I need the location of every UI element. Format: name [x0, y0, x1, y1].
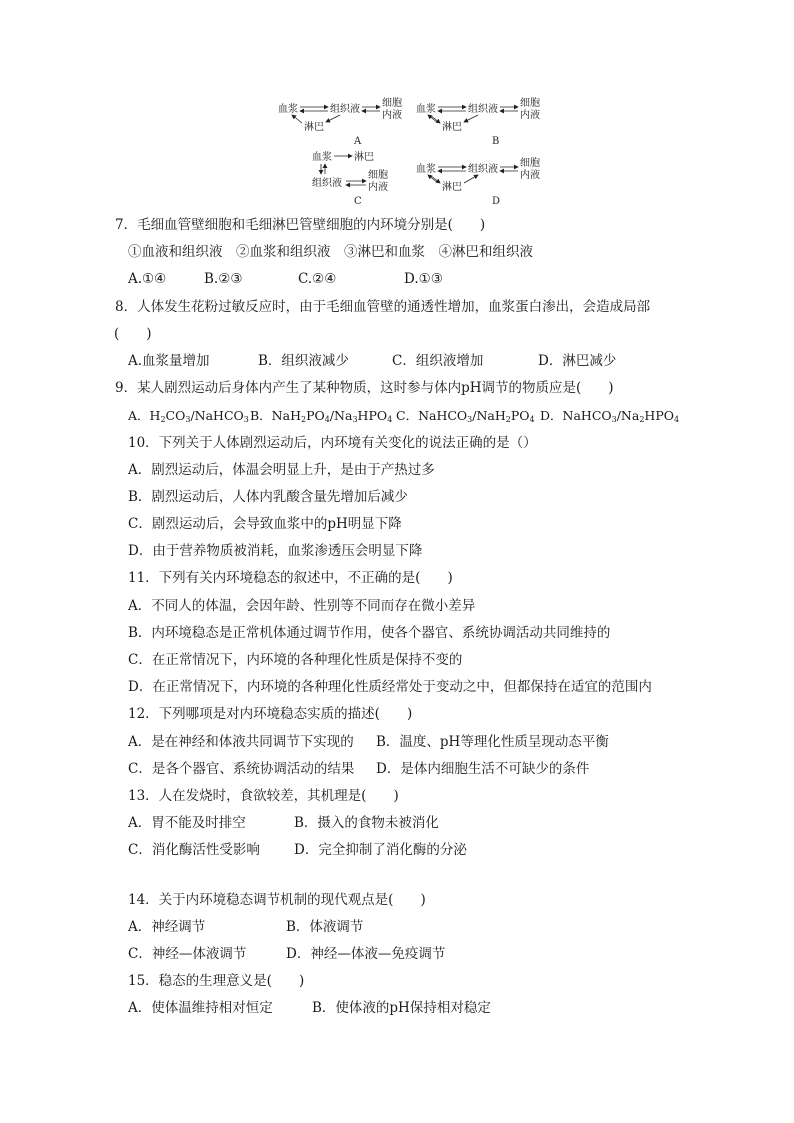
q9-option-d: D．$NaHCO_3/Na_2HPO_4$ — [540, 408, 680, 425]
diagram-c-lymph: 淋巴 — [354, 152, 374, 163]
diagram-d-tissue: 组织液 — [468, 164, 498, 175]
q7-option-d: D.①③ — [404, 271, 443, 288]
q11-option-b: B．内环境稳态是正常机体通过调节作用，使各个器官、系统协调活动共同维持的 — [128, 624, 611, 641]
diagram-c — [312, 150, 388, 207]
q13-option-b: B．摄入的食物未被消化 — [294, 815, 439, 832]
q14-option-a: A．神经调节 — [128, 918, 206, 935]
q10-stem: 10．下列关于人体剧烈运动后，内环境有关变化的说法正确的是（） — [128, 434, 537, 451]
q12-option-b: B．温度、pH等理化性质呈现动态平衡 — [376, 733, 609, 750]
diagram-d-label: D — [492, 196, 501, 207]
question-list — [114, 212, 688, 1022]
spacer — [128, 865, 688, 887]
q13-options-row-1 — [128, 810, 688, 837]
q15-option-b: B．使体液的pH保持相对稳定 — [312, 1000, 491, 1017]
body-fluid-diagrams — [270, 92, 570, 212]
q10-option-a: A．剧烈运动后，体温会明显上升，是由于产热过多 — [128, 461, 435, 478]
q14-option-c: C．神经—体液调节 — [128, 945, 247, 962]
q10-option-c: C．剧烈运动后，会导致血浆中的pH明显下降 — [128, 516, 402, 533]
q7-items: ①血液和组织液 ②血浆和组织液 ③淋巴和血浆 ④淋巴和组织液 — [128, 244, 533, 261]
diagram-b-cell-1: 细胞 — [520, 98, 540, 109]
q8-option-b: B．组织液减少 — [258, 352, 349, 369]
diagram-a-label: A — [354, 136, 362, 147]
q7-options — [128, 266, 688, 293]
diagram-a-plasma: 血浆 — [278, 104, 298, 115]
q8-option-a: A.血浆量增加 — [128, 352, 210, 369]
q11-stem: 11．下列有关内环境稳态的叙述中，不正确的是( ) — [128, 570, 453, 587]
diagram-d-plasma: 血浆 — [416, 164, 436, 175]
q15-options — [128, 995, 688, 1022]
q11-option-d: D．在正常情况下，内环境的各种理化性质经常处于变动之中，但都保持在适宜的范围内 — [128, 679, 652, 696]
diagram-b-tissue: 组织液 — [468, 104, 498, 115]
q12-option-a: A．是在神经和体液共同调节下实现的 — [128, 733, 354, 750]
q14-stem: 14．关于内环境稳态调节机制的现代观点是( ) — [128, 891, 426, 908]
diagram-c-cell-1: 细胞 — [368, 170, 388, 181]
diagram-b-cell-2: 内液 — [520, 110, 540, 121]
q12-options-row-2 — [128, 756, 688, 783]
q10-option-d: D．由于营养物质被消耗，血浆渗透压会明显下降 — [128, 543, 423, 560]
q9-option-a: A．$H_2CO_3/NaHCO_3$ — [128, 408, 249, 425]
diagram-c-cell-2: 内液 — [368, 182, 388, 193]
diagram-a — [278, 97, 402, 147]
q13-option-c: C．消化酶活性受影响 — [128, 842, 260, 859]
q7-option-c: C.②④ — [298, 271, 337, 288]
q14-options-row-2 — [128, 941, 688, 968]
diagram-a-cell-1: 细胞 — [382, 98, 402, 109]
q13-options-row-2 — [128, 837, 688, 864]
q13-option-d: D．完全抑制了消化酶的分泌 — [294, 842, 467, 859]
q14-options-row-1 — [128, 914, 688, 941]
diagram-d-cell-1: 细胞 — [520, 158, 540, 169]
diagram-svg — [270, 92, 570, 212]
diagram-a-tissue: 组织液 — [330, 104, 360, 115]
q13-option-a: A．胃不能及时排空 — [128, 815, 246, 832]
diagram-c-label: C — [354, 196, 362, 207]
diagram-d-cell-2: 内液 — [520, 170, 540, 181]
q15-stem: 15．稳态的生理意义是( ) — [128, 973, 305, 990]
q9-stem: 9．某人剧烈运动后身体内产生了某种物质，这时参与体内pH调节的物质应是( ) — [115, 380, 614, 397]
diagram-b — [416, 97, 540, 147]
q15-option-a: A．使体温维持相对恒定 — [128, 1000, 273, 1017]
q7-stem: 7．毛细血管壁细胞和毛细淋巴管壁细胞的内环境分别是( ) — [115, 217, 486, 233]
q7-option-a: A.①④ — [128, 271, 167, 288]
diagram-d — [416, 157, 540, 207]
q12-stem: 12．下列哪项是对内环境稳态实质的描述( ) — [128, 706, 413, 723]
q8-stem: 8．人体发生花粉过敏反应时，由于毛细血管壁的通透性增加，血浆蛋白渗出，会造成局部 — [115, 298, 651, 315]
q8-stem-2: ( ) — [114, 325, 152, 342]
diagram-c-plasma: 血浆 — [312, 152, 332, 163]
q14-option-d: D．神经—体液—免疫调节 — [286, 945, 446, 962]
q10-option-b: B．剧烈运动后，人体内乳酸含量先增加后减少 — [128, 488, 408, 505]
q11-option-c: C．在正常情况下，内环境的各种理化性质是保持不变的 — [128, 652, 463, 668]
q12-option-c: C．是各个器官、系统协调活动的结果 — [128, 760, 355, 777]
q7-option-b: B.②③ — [204, 271, 243, 288]
q9-options — [128, 402, 688, 429]
diagram-b-label: B — [492, 136, 500, 147]
diagram-a-lymph: 淋巴 — [304, 122, 324, 133]
diagram-b-lymph: 淋巴 — [442, 122, 462, 133]
q11-option-a: A．不同人的体温，会因年龄、性别等不同而存在微小差异 — [128, 597, 476, 614]
q8-option-c: C．组织液增加 — [392, 352, 484, 369]
q9-option-c: C．$NaHCO_3/NaH_2PO_4$ — [396, 408, 535, 425]
diagram-a-cell-2: 内液 — [382, 110, 402, 121]
diagram-c-tissue: 组织液 — [312, 178, 342, 189]
q8-options — [128, 348, 688, 375]
q8-option-d: D．淋巴减少 — [538, 352, 617, 369]
q14-option-b: B．体液调节 — [286, 918, 364, 935]
q12-option-d: D．是体内细胞生活不可缺少的条件 — [376, 760, 590, 777]
q9-option-b: B．$NaH_2PO_4/Na_3HPO_4$ — [250, 408, 393, 425]
q12-options-row-1 — [128, 729, 688, 756]
q13-stem: 13．人在发烧时，食欲较差，其机理是( ) — [128, 787, 399, 804]
diagram-b-plasma: 血浆 — [416, 104, 436, 115]
diagram-d-lymph: 淋巴 — [442, 182, 462, 193]
